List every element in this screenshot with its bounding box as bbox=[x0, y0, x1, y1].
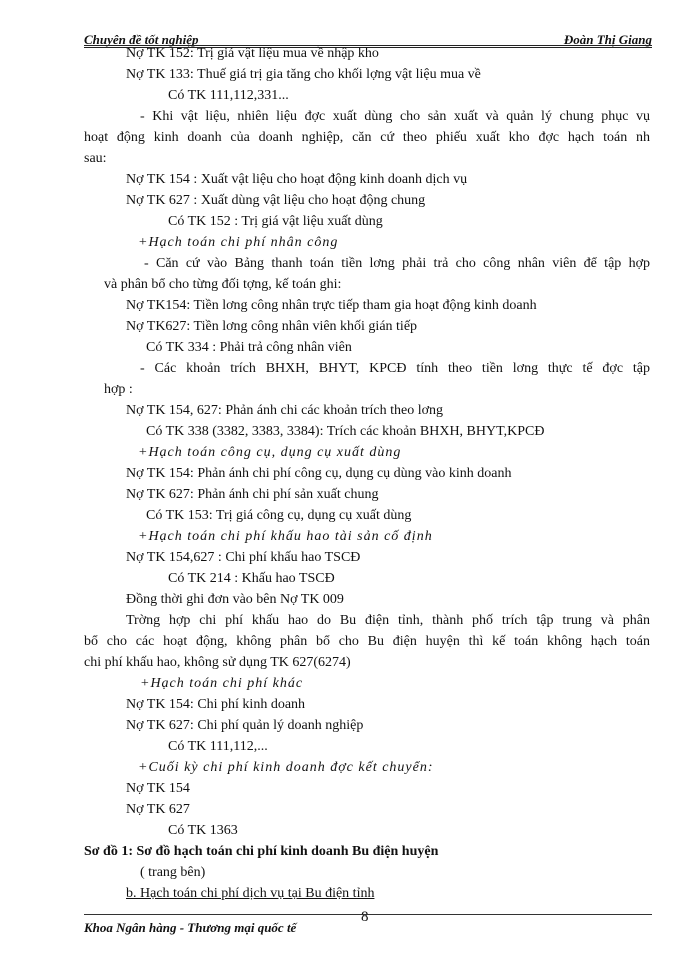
text-line: Nợ TK 154 : Xuất vật liệu cho hoạt động kinh doanh dịch vụ bbox=[126, 172, 468, 187]
text-line: hợp : bbox=[104, 382, 133, 397]
section-heading: +Hạch toán chi phí khấu hao tài sản cố định bbox=[138, 529, 433, 544]
text-line: Trờng hợp chi phí khấu hao do Bu điện tỉnh, thành phố trích tập trung và phân bbox=[126, 613, 650, 628]
section-heading: +Hạch toán chi phí nhân công bbox=[138, 235, 339, 250]
text-line: Nợ TK 154: Phản ánh chi phí công cụ, dụng cụ dùng vào kinh doanh bbox=[126, 466, 512, 481]
header-left: Chuyên đề tốt nghiệp bbox=[84, 32, 199, 47]
text-line: Nợ TK 154 bbox=[126, 781, 190, 796]
text-line: Nợ TK 627: Phản ánh chi phí sản xuất chung bbox=[126, 487, 379, 502]
text-line: Có TK 214 : Khấu hao TSCĐ bbox=[168, 571, 335, 586]
text-line: Có TK 111,112,331... bbox=[168, 88, 289, 103]
subsection-heading: b. Hạch toán chi phí dịch vụ tại Bu điện tỉnh bbox=[126, 886, 375, 901]
text-line: Có TK 111,112,... bbox=[168, 739, 268, 754]
text-line: Nợ TK 154: Chi phí kinh doanh bbox=[126, 697, 306, 712]
text-line: Nợ TK154: Tiền lơng công nhân trực tiếp tham gia hoạt động kinh doanh bbox=[126, 298, 537, 313]
text-line: - Khi vật liệu, nhiên liệu đợc xuất dùng cho sản xuất và quản lý chung phục vụ bbox=[140, 109, 650, 124]
text-line: Có TK 152 : Trị giá vật liệu xuất dùng bbox=[168, 214, 383, 229]
text-line: ( trang bên) bbox=[140, 865, 206, 880]
text-line: Nợ TK 627 : Xuất dùng vật liệu cho hoạt động chung bbox=[126, 193, 426, 208]
footer-rule bbox=[84, 914, 652, 915]
text-line: bổ cho các hoạt động, không phân bổ cho Bu điện huyện thì kế toán không hạch toán bbox=[84, 634, 650, 649]
text-line: sau: bbox=[84, 151, 107, 166]
text-line: Có TK 338 (3382, 3383, 3384): Trích các khoản BHXH, BHYT,KPCĐ bbox=[146, 424, 545, 439]
text-line: và phân bổ cho từng đối tợng, kế toán ghi: bbox=[104, 277, 342, 292]
footer-left: Khoa Ngân hàng - Thương mại quốc tế bbox=[84, 920, 297, 935]
diagram-caption: Sơ đồ 1: Sơ đồ hạch toán chi phí kinh doanh Bu điện huyện bbox=[84, 844, 439, 859]
page-number: 8 bbox=[361, 909, 369, 925]
section-heading: +Hạch toán công cụ, dụng cụ xuất dùng bbox=[138, 445, 402, 460]
text-line: Nợ TK 133: Thuế giá trị gia tăng cho khối lợng vật liệu mua về bbox=[126, 67, 481, 82]
text-line: Đồng thời ghi đơn vào bên Nợ TK 009 bbox=[126, 592, 344, 607]
section-heading: +Hạch toán chi phí khác bbox=[140, 676, 304, 691]
text-line: Nợ TK 154,627 : Chi phí khấu hao TSCĐ bbox=[126, 550, 361, 565]
text-line: Nợ TK 627 bbox=[126, 802, 190, 817]
text-line: Nợ TK 627: Chi phí quản lý doanh nghiệp bbox=[126, 718, 364, 733]
text-line: - Các khoản trích BHXH, BHYT, KPCĐ tính theo tiền lơng thực tế đợc tập bbox=[140, 361, 650, 376]
section-heading: +Cuối kỳ chi phí kinh doanh đợc kết chuyển: bbox=[138, 760, 434, 775]
text-line: Nợ TK627: Tiền lơng công nhân viên khối gián tiếp bbox=[126, 319, 418, 334]
text-line: Có TK 334 : Phải trả công nhân viên bbox=[146, 340, 352, 355]
text-line: hoạt động kinh doanh của doanh nghiệp, căn cứ theo phiếu xuất kho đợc hạch toán nh bbox=[84, 130, 650, 145]
text-line: Có TK 153: Trị giá công cụ, dụng cụ xuất dùng bbox=[146, 508, 412, 523]
text-line: chi phí khấu hao, không sử dụng TK 627(6274) bbox=[84, 655, 351, 670]
header-right: Đoàn Thị Giang bbox=[563, 32, 652, 47]
text-line: Có TK 1363 bbox=[168, 823, 238, 838]
text-line: Nợ TK 152: Trị giá vật liệu mua về nhập kho bbox=[126, 46, 379, 61]
text-line: Nợ TK 154, 627: Phản ánh chi các khoản trích theo lơng bbox=[126, 403, 444, 418]
text-line: - Căn cứ vào Bảng thanh toán tiền lơng phải trả cho công nhân viên để tập hợp bbox=[144, 256, 650, 271]
